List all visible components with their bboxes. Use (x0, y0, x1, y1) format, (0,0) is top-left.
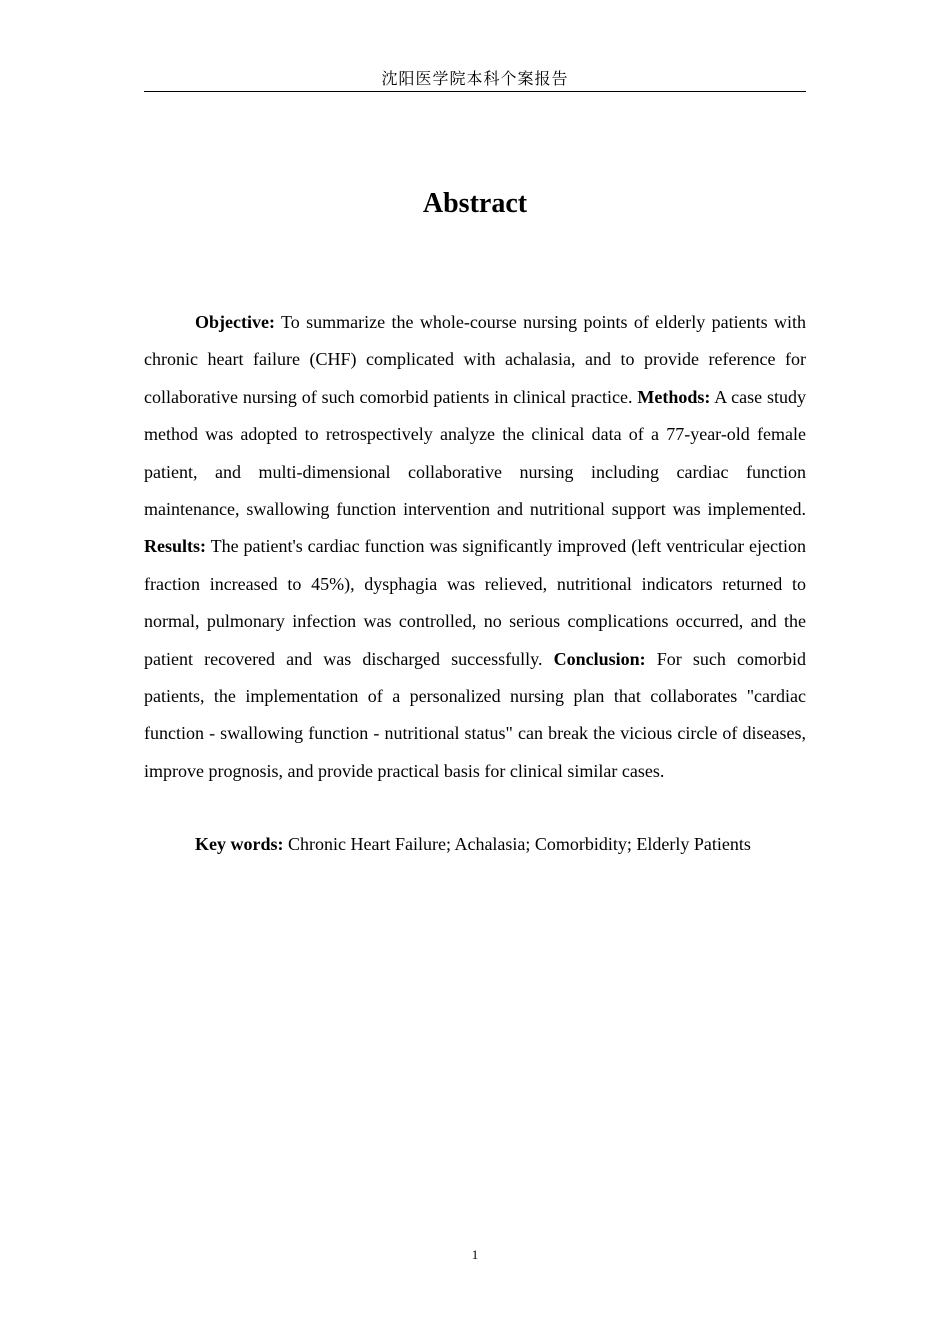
results-text: The patient's cardiac function was significantly improved (left ventricular ejection fraction increased to 45%), dysphagia was relieved, nutritional indicators returned to normal, pulmonary infection was controlled, no serious complications occurred, and the patient recovered and was discharged successfully. (144, 536, 806, 669)
conclusion-label: Conclusion: (553, 648, 646, 669)
keywords-text: Chronic Heart Failure; Achalasia; Comorbidity; Elderly Patients (283, 834, 751, 854)
running-header (144, 66, 806, 92)
keywords-paragraph (144, 826, 806, 863)
running-header-text: 沈阳医学院本科个案报告 (381, 69, 569, 88)
methods-label: Methods: (637, 386, 711, 407)
abstract-paragraph (144, 304, 806, 790)
results-label: Results: (144, 536, 206, 557)
conclusion-text: For such comorbid patients, the implementation of a personalized nursing plan that collaborates "cardiac function - swallowing function - nutritional status" can break the vicious circle of diseases, improve prognosis, and provide practical basis for clinical similar cases. (144, 648, 806, 781)
abstract-title: Abstract (422, 188, 528, 219)
page-number: 1 (471, 1247, 479, 1262)
methods-text: A case study method was adopted to retrospectively analyze the clinical data of a 77-year-old female patient, and multi-dimensional collaborative nursing including cardiac function maintenance, swallowing function intervention and nutritional support was implemented. (144, 386, 806, 520)
keywords-label: Key words: (195, 834, 284, 854)
objective-text: To summarize the whole-course nursing points of elderly patients with chronic heart failure (CHF) complicated with achalasia, and to provide reference for collaborative nursing of such comorbid patients in clinical practice. (144, 312, 806, 407)
objective-label: Objective: (195, 312, 275, 332)
